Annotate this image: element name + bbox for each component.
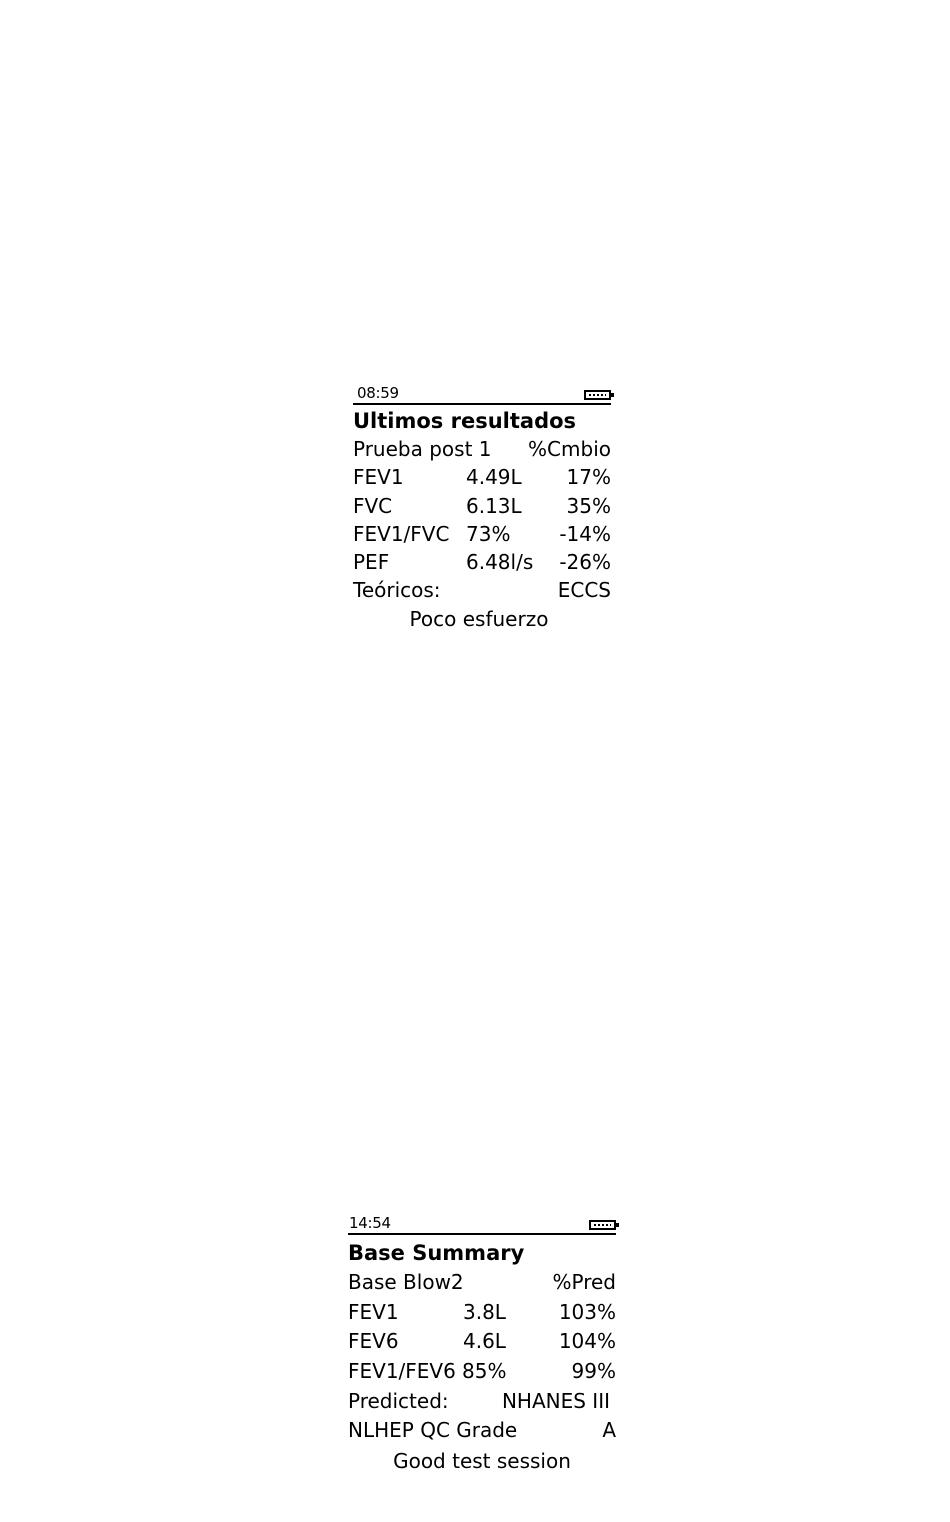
result-pred: 99% bbox=[571, 1359, 616, 1384]
result-name: FVC bbox=[353, 493, 393, 518]
predicted-value: NHANES III bbox=[501, 1388, 610, 1413]
result-name: FEV1 bbox=[353, 465, 404, 490]
result-name: FEV6 bbox=[348, 1329, 399, 1354]
result-name: PEF bbox=[353, 550, 390, 575]
predicted-row bbox=[353, 576, 611, 604]
predicted-label: Predicted: bbox=[348, 1388, 449, 1413]
screen-title: Ultimos resultados bbox=[353, 409, 577, 433]
session-message: Good test session bbox=[393, 1449, 571, 1474]
predicted-label: Teóricos: bbox=[353, 578, 441, 603]
screen-title: Base Summary bbox=[348, 1241, 525, 1265]
battery-icon bbox=[589, 1220, 616, 1230]
clock: 08:59 bbox=[357, 384, 399, 402]
result-row-pef bbox=[353, 548, 611, 576]
result-value: 73% bbox=[466, 521, 511, 546]
result-value: 85% bbox=[462, 1359, 507, 1384]
qc-grade-label: NLHEP QC Grade bbox=[348, 1418, 518, 1443]
result-change: 17% bbox=[566, 465, 611, 490]
pred-column-header: %Pred bbox=[552, 1270, 616, 1294]
result-value: 6.48l/s bbox=[466, 550, 534, 575]
result-row-fvc bbox=[353, 492, 611, 520]
result-row-fev6 bbox=[348, 1327, 616, 1357]
predicted-value: ECCS bbox=[557, 578, 611, 603]
clock: 14:54 bbox=[349, 1214, 391, 1232]
result-value: 3.8L bbox=[463, 1299, 506, 1324]
battery-icon bbox=[584, 390, 611, 400]
result-change: -14% bbox=[559, 521, 611, 546]
result-value: 4.49L bbox=[466, 465, 522, 490]
session-message: Poco esfuerzo bbox=[409, 606, 549, 631]
results-screen-spanish bbox=[353, 381, 611, 633]
result-change: -26% bbox=[559, 550, 611, 575]
results-header-row bbox=[353, 435, 611, 463]
result-change: 35% bbox=[566, 493, 611, 518]
change-column-header: %Cmbio bbox=[528, 437, 611, 461]
result-row-fev1-fev6 bbox=[348, 1357, 616, 1387]
test-label: Base Blow2 bbox=[348, 1270, 464, 1294]
predicted-row bbox=[348, 1387, 616, 1417]
result-name: FEV1/FVC bbox=[353, 521, 450, 546]
qc-grade-row bbox=[348, 1416, 616, 1446]
status-bar bbox=[348, 1211, 616, 1235]
result-name: FEV1 bbox=[348, 1299, 399, 1324]
qc-grade-value: A bbox=[602, 1418, 616, 1443]
status-bar bbox=[353, 381, 611, 405]
result-value: 4.6L bbox=[463, 1329, 506, 1354]
result-row-fev1 bbox=[348, 1298, 616, 1328]
result-row-fev1-fvc bbox=[353, 520, 611, 548]
result-pred: 104% bbox=[558, 1329, 616, 1354]
result-name: FEV1/FEV6 bbox=[348, 1359, 456, 1384]
result-pred: 103% bbox=[558, 1299, 616, 1324]
results-screen-english bbox=[348, 1211, 616, 1476]
result-row-fev1 bbox=[353, 463, 611, 491]
results-header-row bbox=[348, 1268, 616, 1298]
result-value: 6.13L bbox=[466, 493, 522, 518]
test-label: Prueba post 1 bbox=[353, 437, 492, 461]
